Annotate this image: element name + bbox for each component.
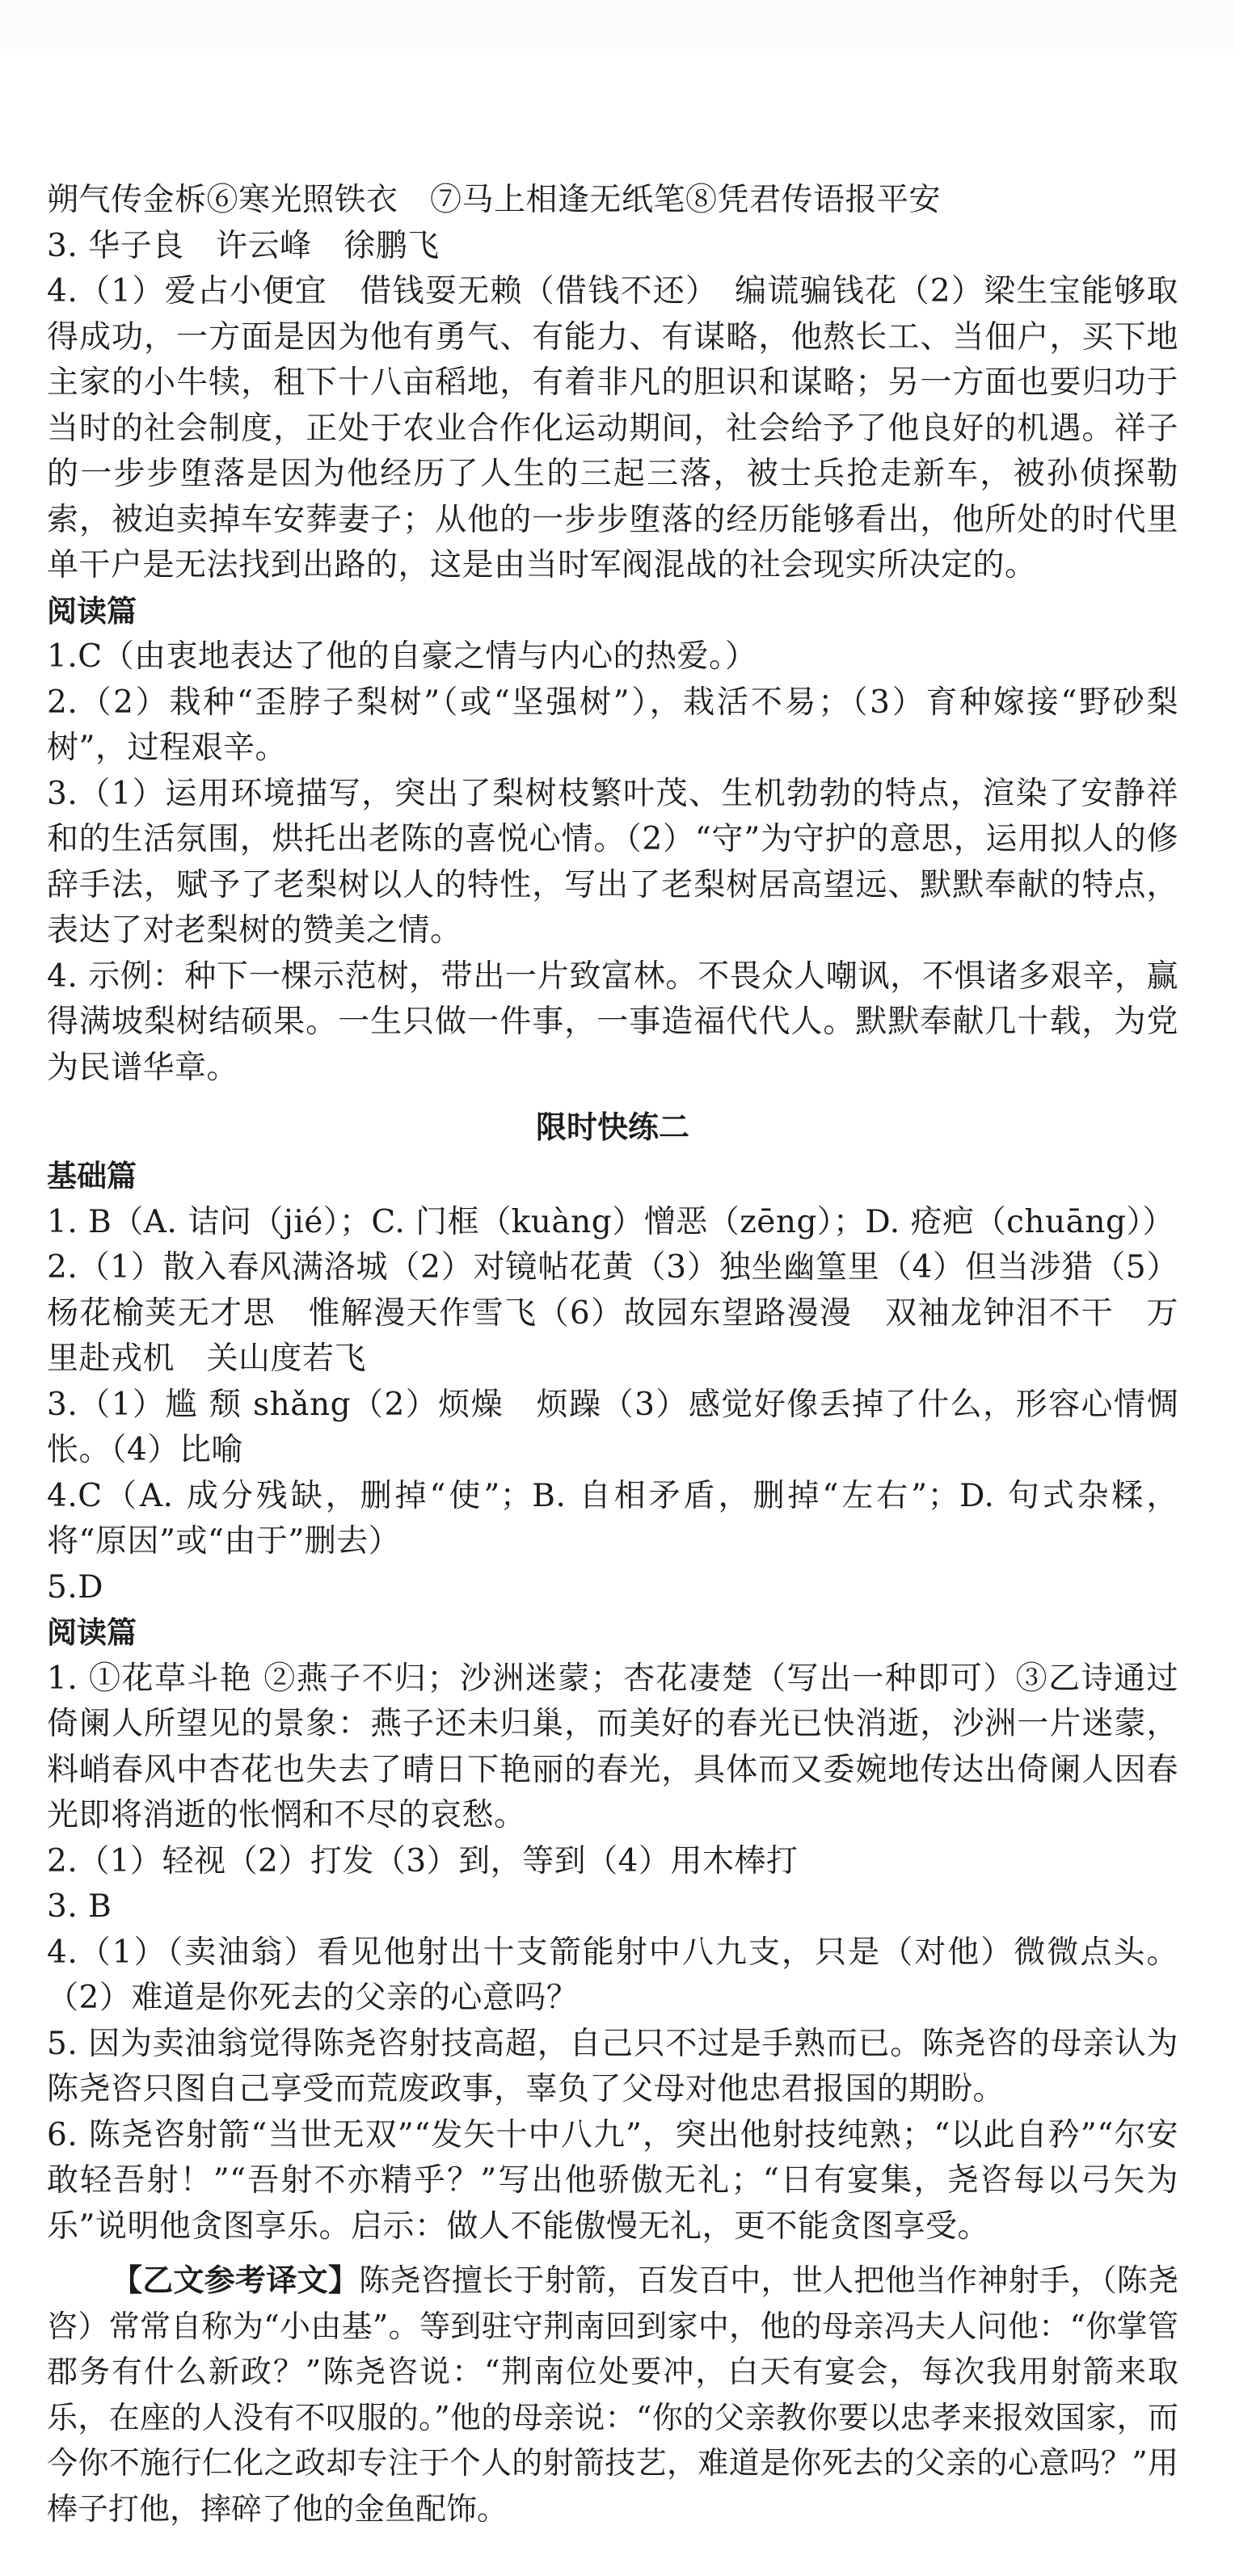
answer-item: 1.C（由衷地表达了他的自豪之情与内心的热爱。） xyxy=(47,638,757,675)
answer-item: 3.（1）尴 颓 shǎng（2）烦燥 烦躁（3）感觉好像丢掉了什么，形容心情惆怅。（4）比喻 xyxy=(47,1386,1178,1468)
answer-item: 4.C（A. 成分残缺，删掉“使”；B. 自相矛盾，删掉“左右”；D. 句式杂糅，将“原因”或“由于”删去） xyxy=(47,1477,1178,1559)
answer-key-page xyxy=(47,178,1178,2532)
practice-title: 限时快练二 xyxy=(535,1109,689,1145)
answer-item: 5.D xyxy=(47,1568,103,1606)
answer-item: 2.（2）栽种“歪脖子梨树”（或“坚强树”），栽活不易；（3）育种嫁接“野砂梨树”，过程艰辛。 xyxy=(47,684,1178,766)
answer-item: 3. 华子良 许云峰 徐鹏飞 xyxy=(47,227,440,264)
answer-item: 5. 因为卖油翁觉得陈尧咨射技高超，自己只不过是手熟而已。陈尧咨的母亲认为陈尧咨只图自己享受而荒废政事，辜负了父母对他忠君报国的期盼。 xyxy=(47,2025,1178,2107)
section-heading: 阅读篇 xyxy=(47,593,137,629)
translation-label: 【乙文参考译文】 xyxy=(112,2262,360,2298)
answer-item: 1. ①花草斗艳 ②燕子不归；沙洲迷蒙；杏花凄楚（写出一种即可）③乙诗通过倚阑人所望见的景象：燕子还未归巢，而美好的春光已快消逝，沙洲一片迷蒙，料峭春风中杏花也失去了晴日下艳丽的春光，具体而又委婉地传达出倚阑人因春光即将消逝的怅惘和不尽的哀愁。 xyxy=(47,1660,1178,1833)
answer-item: 朔气传金柝⑥寒光照铁衣 ⑦马上相逢无纸笔⑧凭君传语报平安 xyxy=(47,182,942,218)
answer-item: 2.（1）散入春风满洛城（2）对镜帖花黄（3）独坐幽篁里（4）但当涉猎（5）杨花榆荚无才思 惟解漫天作雪飞（6）故园东望路漫漫 双袖龙钟泪不干 万里赴戎机 关山度若飞 xyxy=(47,1249,1178,1377)
answer-item: 4. 示例：种下一棵示范树，带出一片致富林。不畏众人嘲讽，不惧诸多艰辛，赢得满坡梨树结硕果。一生只做一件事，一事造福代代人。默默奉献几十载，为党为民谱华章。 xyxy=(47,958,1178,1086)
translation-paragraph xyxy=(47,2258,1178,2532)
answer-item: 2.（1）轻视（2）打发（3）到，等到（4）用木棒打 xyxy=(47,1842,799,1879)
page-top-band xyxy=(0,0,1235,48)
translation-text: 陈尧咨擅长于射箭，百发百中，世人把他当作神射手，（陈尧咨）常常自称为“小由基”。等到驻守荆南回到家中，他的母亲冯夫人问他：“你掌管郡务有什么新政？”陈尧咨说：“荆南位处要冲，白天有宴会，每次我用射箭来取乐，在座的人没有不叹服的。”他的母亲说：“你的父亲教你要以忠孝来报效国家，而今你不施行仁化之政却专注于个人的射箭技艺，难道是你死去的父亲的心意吗？”用棒子打他，摔碎了他的金鱼配饰。 xyxy=(47,2262,1178,2527)
answer-item: 4.（1）爱占小便宜 借钱耍无赖（借钱不还） 编谎骗钱花（2）梁生宝能够取得成功，一方面是因为他有勇气、有能力、有谋略，他熬长工、当佃户，买下地主家的小牛犊，租下十八亩稻地，有着非凡的胆识和谋略；另一方面也要归功于当时的社会制度，正处于农业合作化运动期间，社会给予了他良好的机遇。祥子的一步步堕落是因为他经历了人生的三起三落，被士兵抢走新车，被孙侦探勒索，被迫卖掉车安葬妻子；从他的一步步堕落的经历能够看出，他所处的时代里单干户是无法找到出路的，这是由当时军阀混战的社会现实所决定的。 xyxy=(47,273,1178,583)
answer-item: 1. B（A. 诘问（jié）；C. 门框（kuàng）憎恶（zēng）；D. 疮疤（chuāng）） xyxy=(47,1203,1174,1240)
answer-item: 6. 陈尧咨射箭“当世无双”“发矢十中八九”，突出他射技纯熟；“以此自矜”“尔安敢轻吾射！”“吾射不亦精乎？”写出他骄傲无礼；“日有宴集，尧咨每以弓矢为乐”说明他贪图享乐。启示：做人不能傲慢无礼，更不能贪图享受。 xyxy=(47,2116,1178,2245)
section-heading: 阅读篇 xyxy=(47,1615,137,1650)
section-heading: 基础篇 xyxy=(47,1159,137,1193)
answer-item: 3. B xyxy=(47,1888,112,1925)
answer-item: 4.（1）（卖油翁）看见他射出十支箭能射中八九支，只是（对他）微微点头。（2）难道是你死去的父亲的心意吗？ xyxy=(47,1934,1178,2016)
answer-item: 3.（1）运用环境描写，突出了梨树枝繁叶茂、生机勃勃的特点，渲染了安静祥和的生活氛围，烘托出老陈的喜悦心情。（2）“守”为守护的意思，运用拟人的修辞手法，赋予了老梨树以人的特性，写出了老梨树居高望远、默默奉献的特点，表达了对老梨树的赞美之情。 xyxy=(47,775,1178,949)
